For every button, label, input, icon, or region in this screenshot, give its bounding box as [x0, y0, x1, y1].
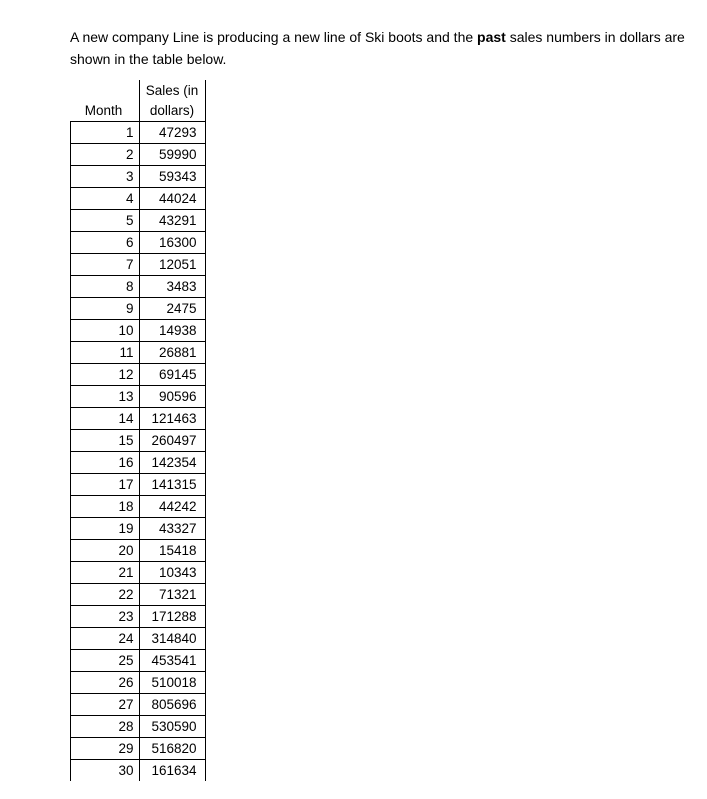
month-cell: 23 [71, 606, 140, 628]
sales-cell: 26881 [139, 342, 205, 364]
table-row [71, 716, 206, 738]
month-cell: 3 [71, 166, 140, 188]
sales-cell: 2475 [139, 298, 205, 320]
sales-cell: 44024 [139, 188, 205, 210]
sales-table [70, 80, 206, 781]
sales-cell: 43291 [139, 210, 205, 232]
table-row [71, 452, 206, 474]
month-cell: 30 [71, 760, 140, 782]
sales-cell: 69145 [139, 364, 205, 386]
month-cell: 18 [71, 496, 140, 518]
table-row [71, 584, 206, 606]
intro-text-bold: past [477, 29, 506, 45]
month-cell: 27 [71, 694, 140, 716]
table-row [71, 342, 206, 364]
sales-cell: 12051 [139, 254, 205, 276]
table-row [71, 694, 206, 716]
month-cell: 14 [71, 408, 140, 430]
month-cell: 7 [71, 254, 140, 276]
table-row [71, 386, 206, 408]
table-row [71, 760, 206, 782]
sales-cell: 453541 [139, 650, 205, 672]
table-row [71, 210, 206, 232]
sales-cell: 43327 [139, 518, 205, 540]
sales-cell: 44242 [139, 496, 205, 518]
sales-cell: 59343 [139, 166, 205, 188]
sales-cell: 141315 [139, 474, 205, 496]
month-cell: 21 [71, 562, 140, 584]
sales-cell: 10343 [139, 562, 205, 584]
intro-paragraph [70, 26, 702, 70]
table-row [71, 122, 206, 144]
month-cell: 22 [71, 584, 140, 606]
month-cell: 16 [71, 452, 140, 474]
table-header-row [71, 80, 206, 122]
sales-cell: 47293 [139, 122, 205, 144]
table-row [71, 254, 206, 276]
sales-cell: 14938 [139, 320, 205, 342]
sales-cell: 15418 [139, 540, 205, 562]
intro-text-after: sales numbers in dollars are shown in the table below. [70, 29, 685, 67]
table-row [71, 496, 206, 518]
sales-cell: 71321 [139, 584, 205, 606]
sales-cell: 90596 [139, 386, 205, 408]
month-column-header: Month [84, 103, 123, 118]
table-row [71, 408, 206, 430]
month-cell: 8 [71, 276, 140, 298]
sales-cell: 16300 [139, 232, 205, 254]
month-cell: 20 [71, 540, 140, 562]
table-row [71, 474, 206, 496]
month-cell: 6 [71, 232, 140, 254]
sales-column-header [139, 80, 205, 122]
table-body [71, 122, 206, 782]
sales-cell: 171288 [139, 606, 205, 628]
table-row [71, 232, 206, 254]
table-row [71, 276, 206, 298]
table-row [71, 628, 206, 650]
month-cell: 9 [71, 298, 140, 320]
table-row [71, 430, 206, 452]
sales-header-line2: dollars) [149, 103, 195, 118]
month-cell: 12 [71, 364, 140, 386]
table-row [71, 738, 206, 760]
month-cell: 4 [71, 188, 140, 210]
table-row [71, 298, 206, 320]
month-cell: 25 [71, 650, 140, 672]
month-cell: 26 [71, 672, 140, 694]
month-cell: 2 [71, 144, 140, 166]
month-cell: 11 [71, 342, 140, 364]
month-cell: 5 [71, 210, 140, 232]
month-cell: 15 [71, 430, 140, 452]
table-row [71, 320, 206, 342]
table-row [71, 650, 206, 672]
sales-cell: 530590 [139, 716, 205, 738]
month-cell: 17 [71, 474, 140, 496]
sales-cell: 260497 [139, 430, 205, 452]
table-row [71, 166, 206, 188]
month-cell: 29 [71, 738, 140, 760]
table-row [71, 540, 206, 562]
sales-cell: 3483 [139, 276, 205, 298]
sales-cell: 142354 [139, 452, 205, 474]
month-cell: 1 [71, 122, 140, 144]
sales-cell: 805696 [139, 694, 205, 716]
sales-header-line1: Sales (in [145, 83, 199, 98]
table-row [71, 518, 206, 540]
table-row [71, 188, 206, 210]
month-cell: 19 [71, 518, 140, 540]
table-row [71, 144, 206, 166]
table-row [71, 364, 206, 386]
table-row [71, 606, 206, 628]
table-row [71, 562, 206, 584]
table-row [71, 672, 206, 694]
month-cell: 10 [71, 320, 140, 342]
sales-cell: 59990 [139, 144, 205, 166]
sales-cell: 516820 [139, 738, 205, 760]
sales-cell: 161634 [139, 760, 205, 782]
month-cell: 24 [71, 628, 140, 650]
sales-cell: 121463 [139, 408, 205, 430]
sales-cell: 510018 [139, 672, 205, 694]
month-cell: 13 [71, 386, 140, 408]
sales-cell: 314840 [139, 628, 205, 650]
intro-text-before: A new company Line is producing a new line of Ski boots and the [70, 29, 478, 45]
month-cell: 28 [71, 716, 140, 738]
